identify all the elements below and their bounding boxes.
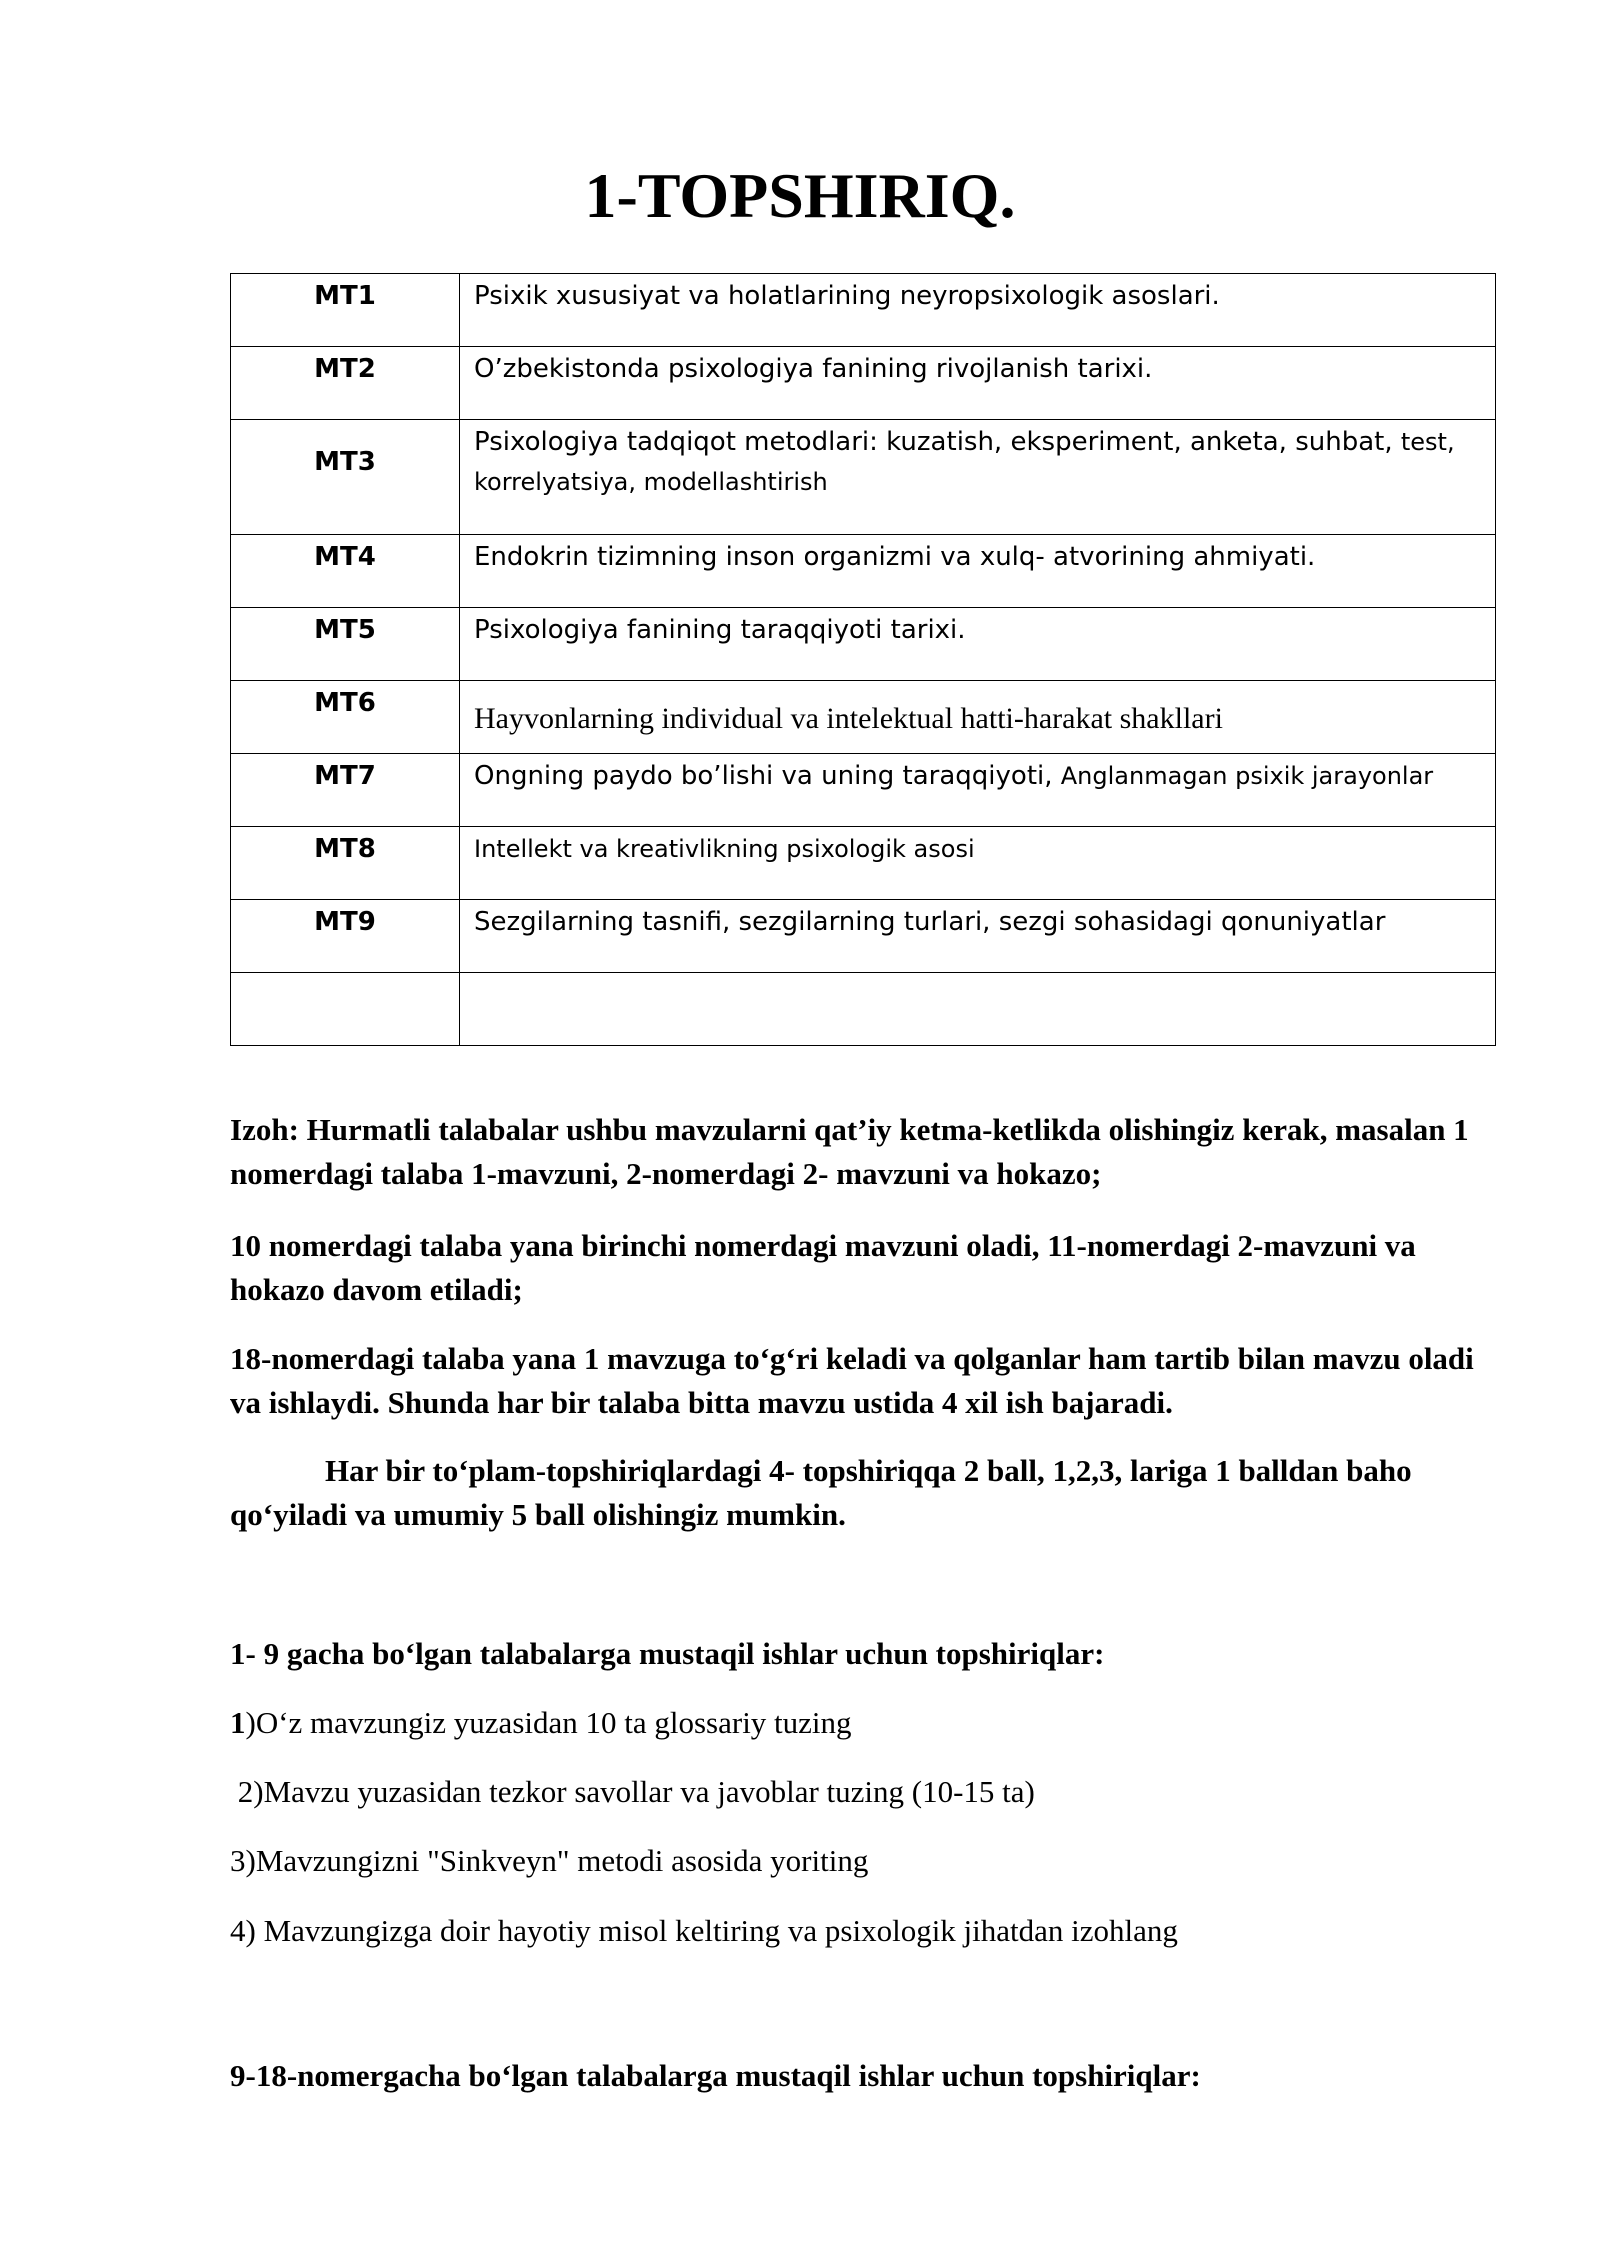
topic-text: Endokrin tizimning inson organizmi va xulq- atvorining ahmiyati. (460, 535, 1496, 608)
table-row (231, 900, 1496, 973)
topic-text-small: Anglanmagan psixik jarayonlar (1060, 762, 1434, 790)
topic-text: Psixologiya fanining taraqqiyoti tarixi. (460, 608, 1496, 681)
topic-text: Intellekt va kreativlikning psixologik asosi (460, 827, 1496, 900)
table-row (231, 754, 1496, 827)
task-item-3: 3)Mavzungizni "Sinkveyn" metodi asosida yoriting (230, 1843, 869, 1878)
table-row (231, 535, 1496, 608)
topic-code: MT9 (231, 900, 460, 973)
topic-code: MT8 (231, 827, 460, 900)
topic-code: MT7 (231, 754, 460, 827)
table-row (231, 827, 1496, 900)
note-paragraph-1: Izoh: Hurmatli talabalar ushbu mavzularni qat’iy ketma-ketlikda olishingiz kerak, masalan 1 nomerdagi talaba 1-mavzuni, 2-nomerdagi 2- mavzuni va hokazo; (230, 1112, 1469, 1191)
topic-code: MT5 (231, 608, 460, 681)
table-row (231, 681, 1496, 754)
topic-text-cell (460, 754, 1496, 827)
topic-text: O’zbekistonda psixologiya fanining rivojlanish tarixi. (460, 347, 1496, 420)
table-row (231, 274, 1496, 347)
empty-cell (231, 973, 460, 1046)
section2-heading: 9-18-nomergacha bo‘lgan talabalarga mustaqil ishlar uchun topshiriqlar: (230, 2058, 1201, 2093)
topic-code: MT3 (231, 420, 460, 535)
task-item-2: 2)Mavzu yuzasidan tezkor savollar va javoblar tuzing (10-15 ta) (230, 1774, 1035, 1809)
topic-text-small: test, korrelyatsiya, modellashtirish (474, 428, 1455, 496)
note-paragraph-3: 18-nomerdagi talaba yana 1 mavzuga to‘g‘ri keladi va qolganlar ham tartib bilan mavzu oladi va ishlaydi. Shunda har bir talaba bitta mavzu ustida 4 xil ish bajaradi. (230, 1341, 1474, 1420)
topic-text: Hayvonlarning individual va intelektual hatti-harakat shakllari (460, 681, 1496, 754)
topic-text-cell (460, 420, 1496, 535)
table-row-empty (231, 973, 1496, 1046)
empty-cell (460, 973, 1496, 1046)
topic-code: MT4 (231, 535, 460, 608)
task-item-1-number: 1 (230, 1705, 246, 1740)
topic-text: Psixologiya tadqiqot metodlari: kuzatish, eksperiment, anketa, suhbat, (474, 427, 1393, 457)
note-paragraph-2: 10 nomerdagi talaba yana birinchi nomerdagi mavzuni oladi, 11-nomerdagi 2-mavzuni va hokazo davom etiladi; (230, 1228, 1416, 1307)
topic-text: Ongning paydo bo’lishi va uning taraqqiyoti, (474, 761, 1053, 791)
task-item-4: 4) Mavzungizga doir hayotiy misol keltiring va psixologik jihatdan izohlang (230, 1913, 1178, 1948)
topic-text: Sezgilarning tasnifi, sezgilarning turlari, sezgi sohasidagi qonuniyatlar (460, 900, 1496, 973)
topic-text: Psixik xususiyat va holatlarining neyropsixologik asoslari. (460, 274, 1496, 347)
topic-code: MT6 (231, 681, 460, 754)
task-item-1 (230, 1701, 1496, 1745)
topics-table (230, 273, 1496, 1046)
section1-heading: 1- 9 gacha bo‘lgan talabalarga mustaqil ishlar uchun topshiriqlar: (230, 1636, 1105, 1671)
topic-code: MT1 (231, 274, 460, 347)
table-row (231, 347, 1496, 420)
table-row (231, 608, 1496, 681)
note-paragraph-4: Har bir to‘plam-topshiriqlardagi 4- topshiriqqa 2 ball, 1,2,3, lariga 1 balldan baho qo‘yiladi va umumiy 5 ball olishingiz mumkin. (230, 1453, 1412, 1532)
task-item-1-text: )O‘z mavzungiz yuzasidan 10 ta glossariy tuzing (245, 1705, 852, 1740)
table-row (231, 420, 1496, 535)
topic-code: MT2 (231, 347, 460, 420)
page-title: 1-TOPSHIRIQ. (584, 160, 1016, 231)
